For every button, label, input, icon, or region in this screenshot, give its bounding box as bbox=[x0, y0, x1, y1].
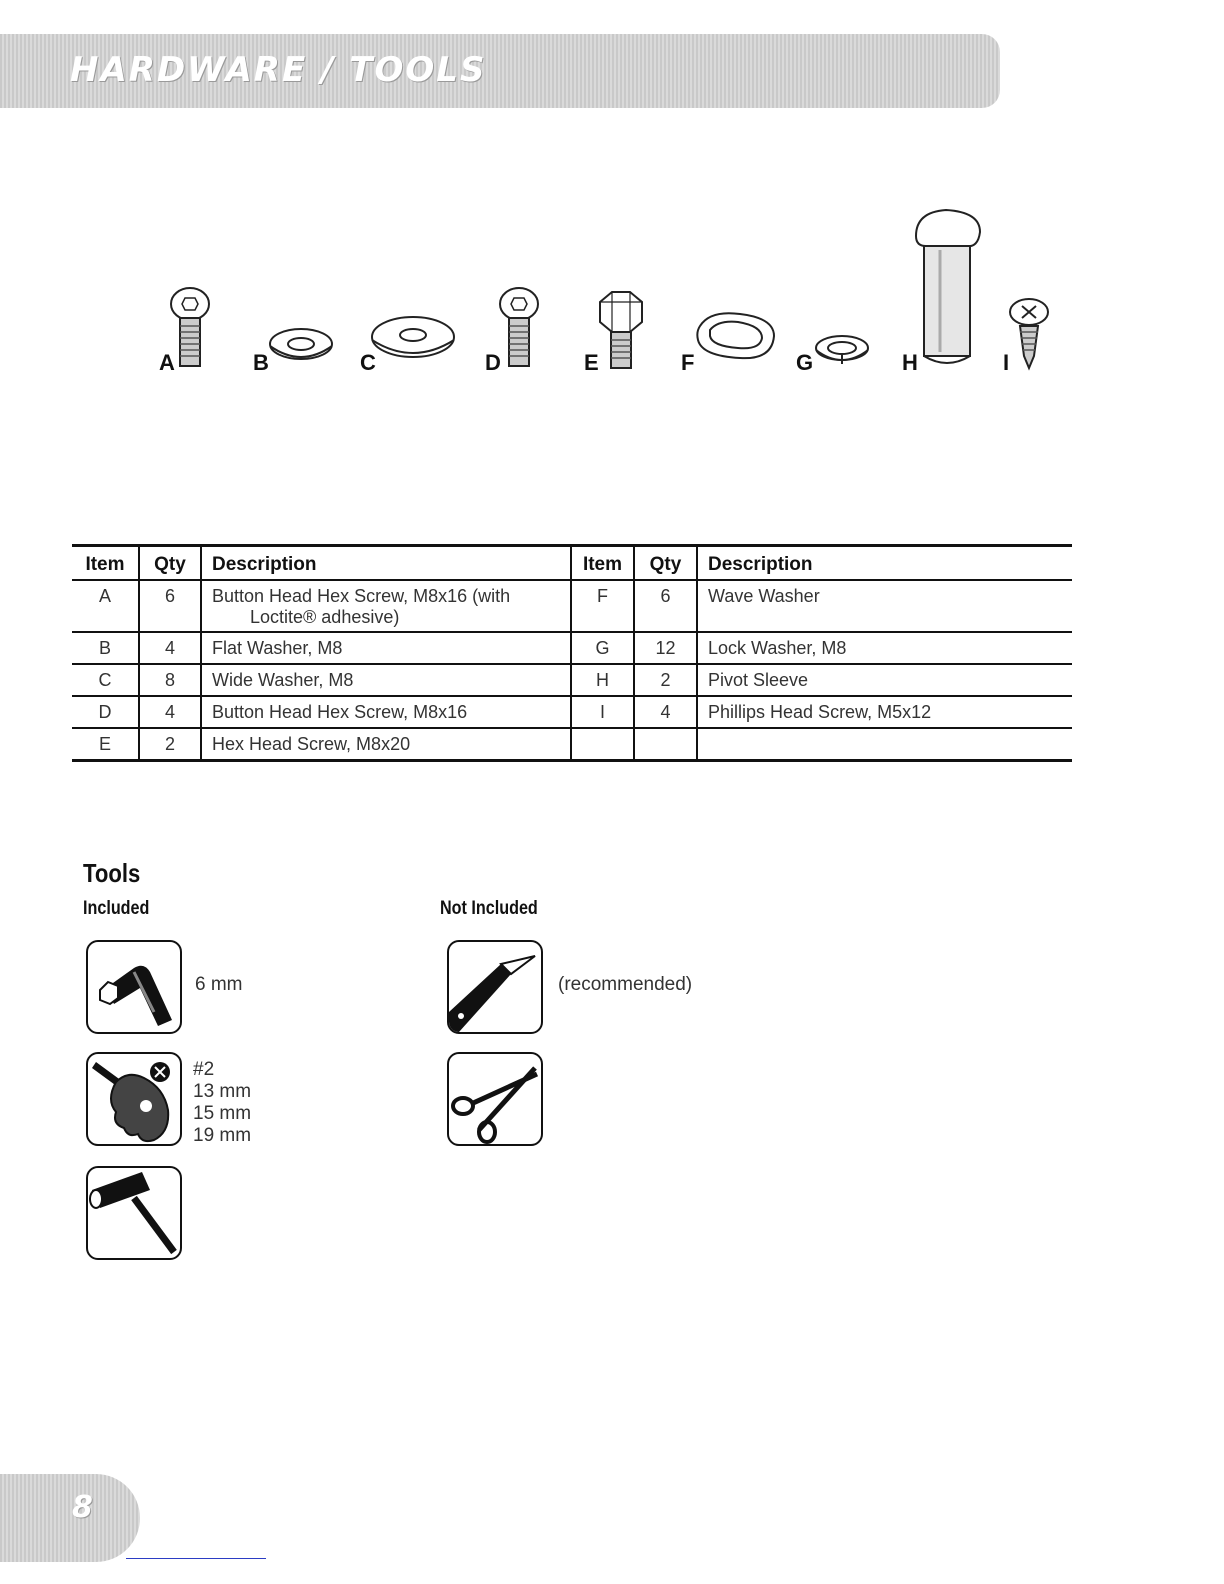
item-cell: G bbox=[571, 632, 634, 664]
qty-cell: 6 bbox=[634, 580, 697, 632]
utility-knife-tool bbox=[447, 940, 543, 1034]
multi-tool-wrench-icon bbox=[88, 1054, 180, 1144]
tool-size-line: 15 mm bbox=[193, 1103, 252, 1124]
page-number: 8 bbox=[72, 1490, 93, 1525]
socket-wrench-tool bbox=[86, 1166, 182, 1260]
item-cell bbox=[571, 728, 634, 761]
item-cell: B bbox=[72, 632, 139, 664]
tools-heading: Tools bbox=[83, 858, 141, 888]
description-cell: Phillips Head Screw, M5x12 bbox=[697, 696, 1072, 728]
tool-size-line: 19 mm bbox=[193, 1125, 252, 1146]
qty-cell: 2 bbox=[139, 728, 201, 761]
item-cell: C bbox=[72, 664, 139, 696]
hex-key-tool bbox=[86, 940, 182, 1034]
utility-knife-icon bbox=[449, 942, 541, 1032]
table-row bbox=[72, 664, 1072, 696]
qty-cell: 8 bbox=[139, 664, 201, 696]
description-cell: Wide Washer, M8 bbox=[201, 664, 571, 696]
table-row bbox=[72, 580, 1072, 632]
included-heading: Included bbox=[83, 898, 150, 919]
table-row bbox=[72, 728, 1072, 761]
phillips-head-screw-icon bbox=[1004, 296, 1054, 376]
scissors-tool bbox=[447, 1052, 543, 1146]
parts-table bbox=[72, 544, 1072, 762]
tool-size-line: #2 bbox=[193, 1059, 215, 1080]
table-row bbox=[72, 696, 1072, 728]
qty-cell: 6 bbox=[139, 580, 201, 632]
item-cell: F bbox=[571, 580, 634, 632]
hardware-letter-a: A bbox=[159, 350, 175, 375]
hex-key-size: 6 mm bbox=[195, 974, 243, 995]
hardware-letter-g: G bbox=[796, 350, 814, 375]
hardware-letter-c: C bbox=[360, 350, 376, 375]
hardware-illustrations bbox=[0, 200, 1224, 390]
item-cell: I bbox=[571, 696, 634, 728]
flat-washer-icon bbox=[266, 326, 336, 366]
description-cell: Pivot Sleeve bbox=[697, 664, 1072, 696]
qty-cell: 2 bbox=[634, 664, 697, 696]
qty-cell: 4 bbox=[634, 696, 697, 728]
page-title: HARDWARE / TOOLS bbox=[70, 50, 487, 90]
item-cell: H bbox=[571, 664, 634, 696]
hardware-letter-e: E bbox=[584, 350, 599, 375]
recommended-note: (recommended) bbox=[558, 974, 693, 995]
item-cell: E bbox=[72, 728, 139, 761]
table-header-row bbox=[72, 546, 1072, 581]
socket-wrench-icon bbox=[88, 1168, 180, 1258]
description-cell: Lock Washer, M8 bbox=[697, 632, 1072, 664]
column-header-description: Description bbox=[697, 546, 1072, 581]
qty-cell bbox=[634, 728, 697, 761]
wide-washer-icon bbox=[368, 312, 458, 366]
footer-rule bbox=[126, 1558, 266, 1559]
description-cell: Flat Washer, M8 bbox=[201, 632, 571, 664]
description-cell: Wave Washer bbox=[697, 580, 1072, 632]
description-line: Button Head Hex Screw, M8x16 (with bbox=[212, 586, 511, 606]
not-included-heading: Not Included bbox=[440, 898, 538, 919]
column-header-item: Item bbox=[571, 546, 634, 581]
scissors-icon bbox=[449, 1054, 541, 1144]
description-cell bbox=[201, 580, 571, 632]
description-cell: Hex Head Screw, M8x20 bbox=[201, 728, 571, 761]
table-row bbox=[72, 632, 1072, 664]
column-header-qty: Qty bbox=[634, 546, 697, 581]
tool-size-line: 13 mm bbox=[193, 1081, 252, 1102]
hardware-letter-i: I bbox=[1003, 350, 1010, 375]
column-header-qty: Qty bbox=[139, 546, 201, 581]
multi-tool-wrench-tool bbox=[86, 1052, 182, 1146]
item-cell: A bbox=[72, 580, 139, 632]
hardware-letter-f: F bbox=[681, 350, 695, 375]
hardware-letter-d: D bbox=[485, 350, 501, 375]
item-cell: D bbox=[72, 696, 139, 728]
qty-cell: 4 bbox=[139, 696, 201, 728]
hardware-letter-h: H bbox=[902, 350, 918, 375]
hex-head-screw-icon bbox=[590, 288, 650, 374]
description-cell: Button Head Hex Screw, M8x16 bbox=[201, 696, 571, 728]
description-cell bbox=[697, 728, 1072, 761]
column-header-item: Item bbox=[72, 546, 139, 581]
multi-tool-sizes bbox=[193, 1059, 251, 1147]
wave-washer-icon bbox=[690, 306, 780, 366]
pivot-sleeve-icon bbox=[910, 206, 986, 370]
column-header-description: Description bbox=[201, 546, 571, 581]
lock-washer-icon bbox=[812, 332, 872, 372]
description-line: Loctite® adhesive) bbox=[250, 607, 400, 627]
page-number-tab bbox=[0, 1474, 140, 1562]
qty-cell: 4 bbox=[139, 632, 201, 664]
qty-cell: 12 bbox=[634, 632, 697, 664]
hex-key-icon bbox=[88, 942, 180, 1032]
hardware-letter-b: B bbox=[253, 350, 269, 375]
